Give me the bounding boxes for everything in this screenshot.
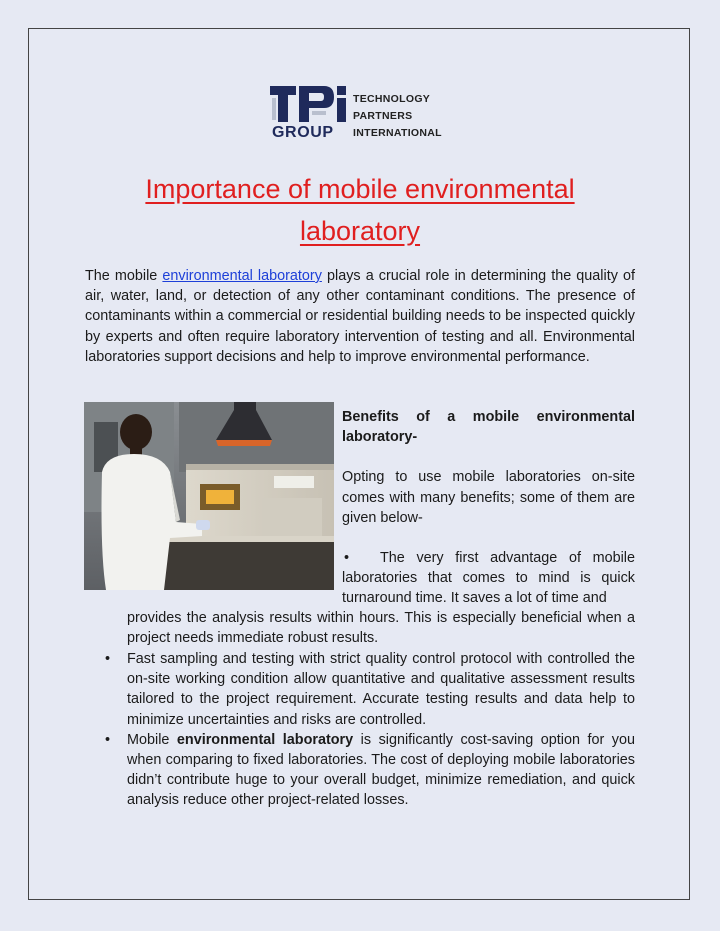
benefits-heading: Benefits of a mobile environmental laboratory- <box>342 409 635 446</box>
lab-photo <box>84 402 334 590</box>
environmental-laboratory-link[interactable]: environmental laboratory <box>162 268 322 284</box>
benefits-section <box>342 407 635 528</box>
bullet-icon: • <box>105 731 111 748</box>
logo-group-label: GROUP <box>272 124 334 141</box>
intro-paragraph: The mobile environmental laboratory plays a crucial role in determining the quality of air, water, land, or detection of any other contaminant conditions. The presence of contaminants within a commercial or residential building needs to be inspected quickly by experts and often require laboratory intervention of testing and all. Environmental laboratories support decisions and help to improve environmental performance. <box>85 268 636 365</box>
tpi-logo-mark <box>268 84 348 128</box>
benefits-list <box>105 649 635 811</box>
logo-wordmark: TECHNOLOGY PARTNERS INTERNATIONAL <box>353 93 442 139</box>
benefit-item-2-text: Fast sampling and testing with strict quality control protocol with controlled the on-site working condition allow quantitative and qualitative assessment results tailored to the project requirement. Accurate testing results and data help to minimize uncertainties and risks are controlled. <box>127 651 635 728</box>
page-title: Importance of mobile environmental laboratory <box>145 174 575 246</box>
bullet-icon: • <box>105 651 111 667</box>
benefits-intro: Opting to use mobile laboratories on-site comes with many benefits; some of them are given below- <box>342 469 635 526</box>
benefit-item-3-keyword: environmental laboratory <box>176 731 354 748</box>
benefit-item-3 <box>105 730 635 811</box>
benefit-item-1-text-rest: provides the analysis results within hours. This is especially beneficial when a project needs immediate robust results. <box>127 610 635 647</box>
benefit-item-3-text-after: is significantly cost-saving option for you when comparing to fixed laboratories. The cost of deploying mobile laboratories didn’t contribute huge to your overall budget, minimize remediation, and quick analysis reduce other project-related losses. <box>127 731 635 809</box>
benefit-item-3-text-before: Mobile <box>127 731 177 748</box>
bullet-icon: • <box>344 550 350 566</box>
tpi-group-logo <box>268 84 458 144</box>
benefit-item-1-lead <box>342 548 635 609</box>
benefit-item-2 <box>105 649 635 730</box>
benefit-item-1-text-start: The very first advantage of mobile laboratories that comes to mind is quick turnaround time. It saves a lot of time and <box>342 550 635 607</box>
